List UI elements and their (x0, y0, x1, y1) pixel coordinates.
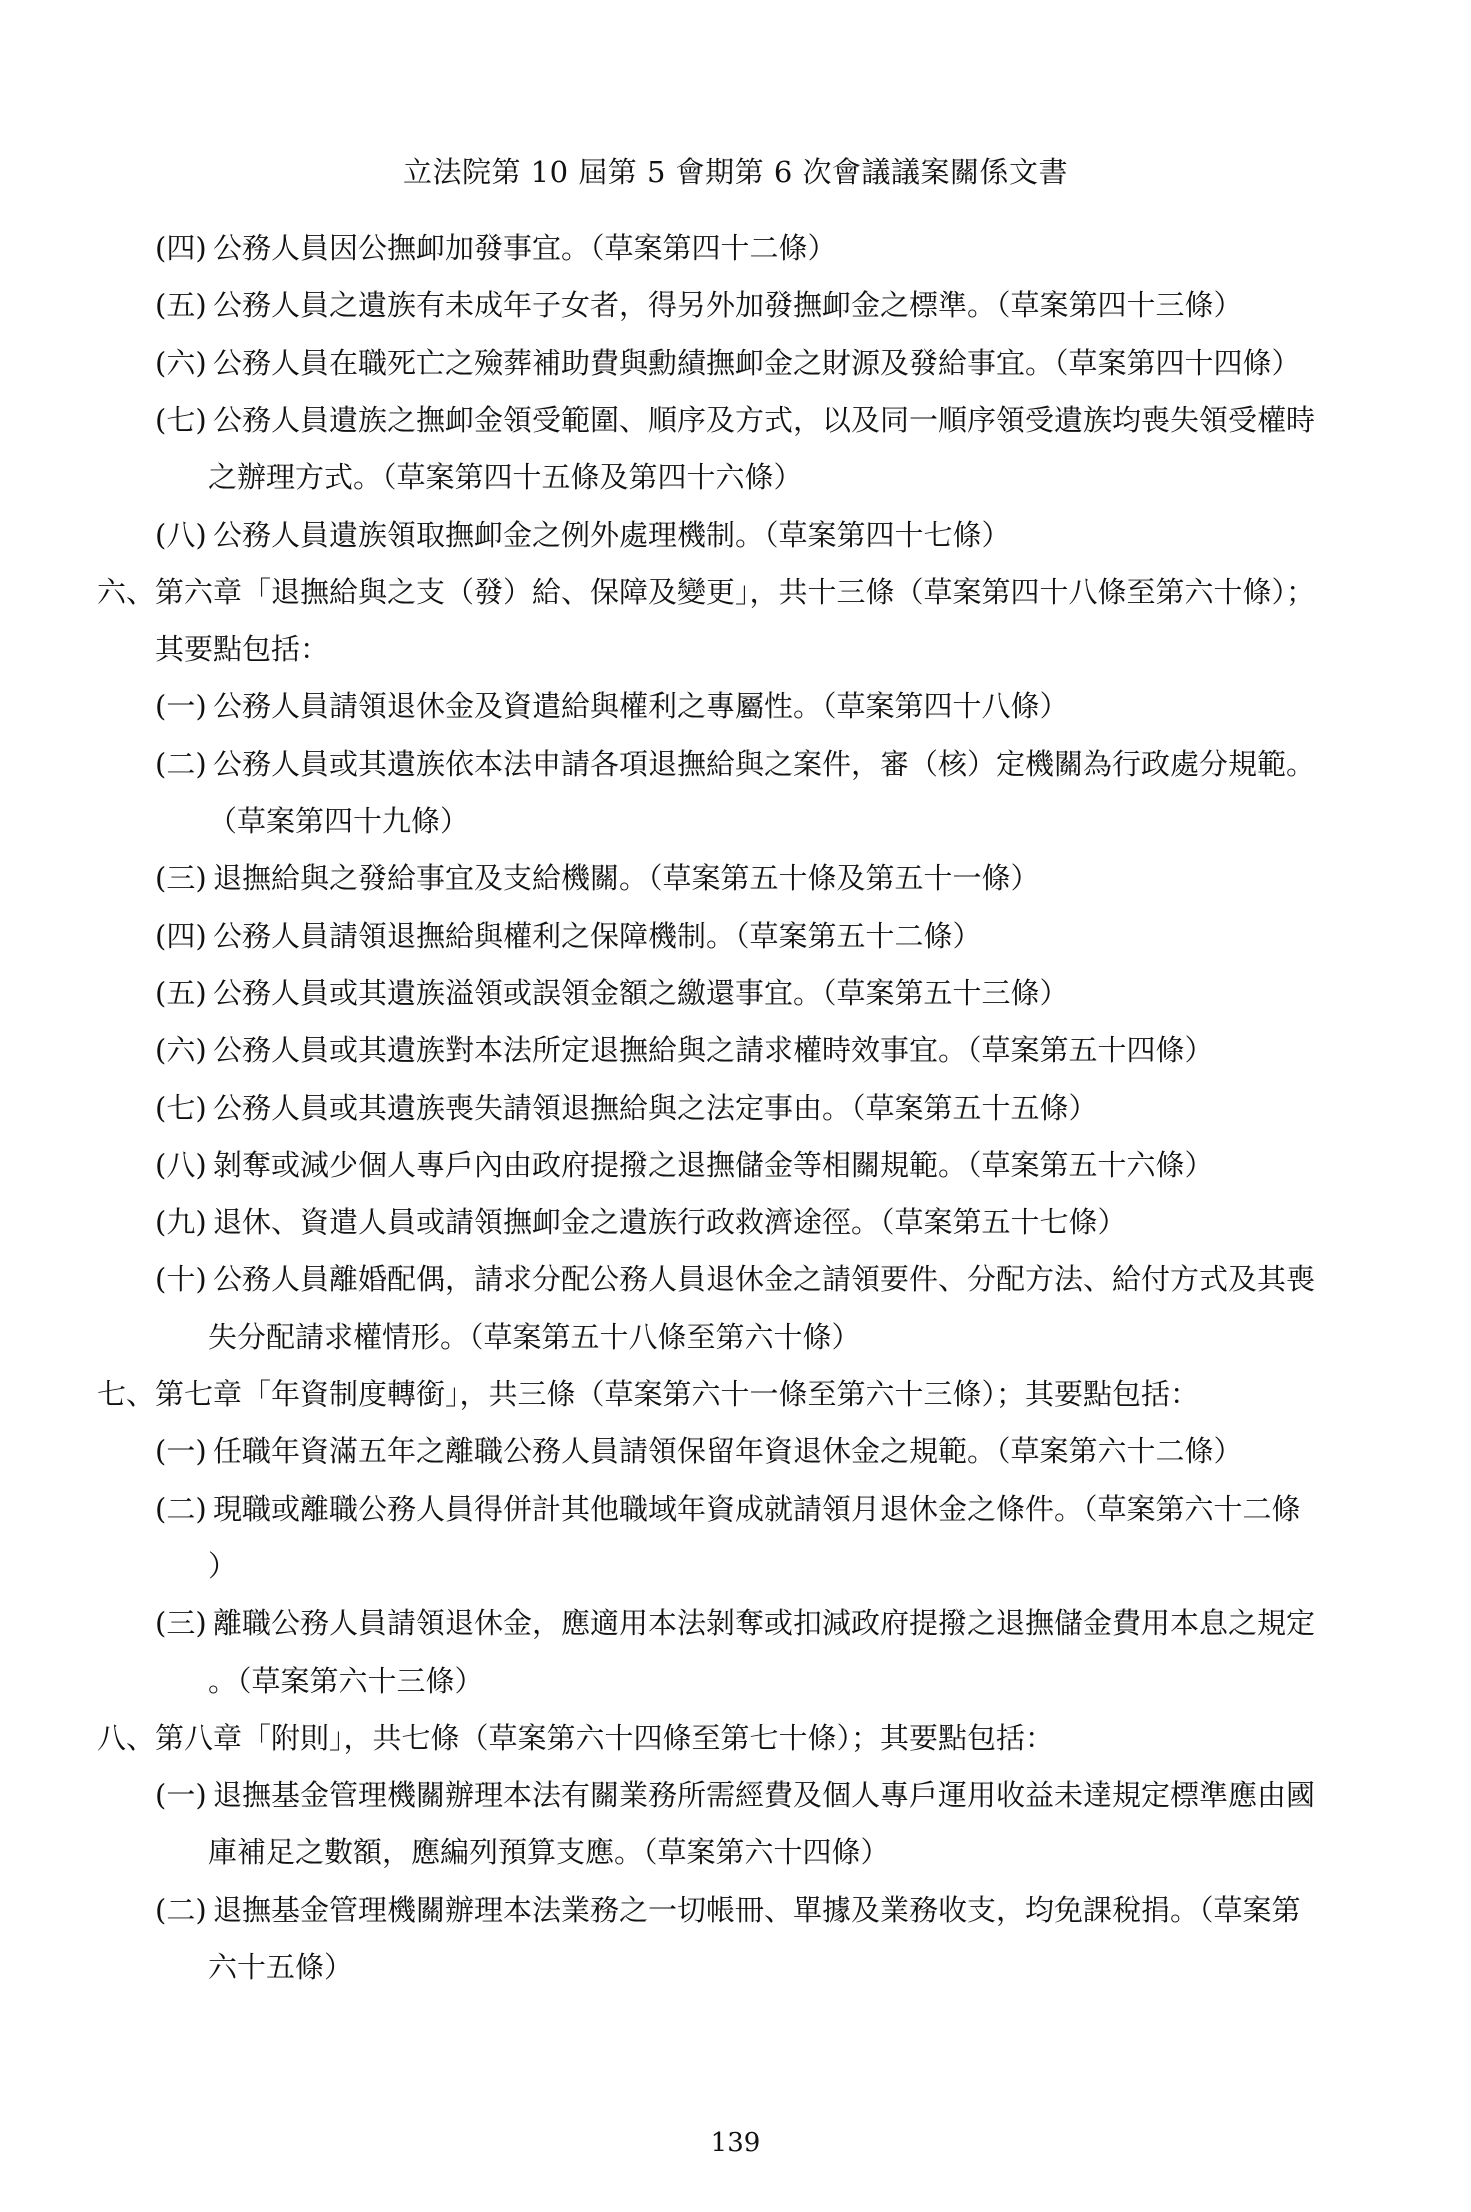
item-line (208, 1546, 237, 1586)
item-line (155, 228, 837, 268)
item-number: (七) (155, 1090, 207, 1125)
item-number: (一) (155, 1778, 207, 1813)
section-number: 七、 (97, 1377, 156, 1411)
item-line (208, 1317, 861, 1357)
item-number: (一) (155, 689, 207, 724)
line-text: 退撫基金管理機關辦理本法有關業務所需經費及個人專戶運用收益未達規定標準應由國 (213, 1778, 1316, 1813)
item-line (155, 400, 1315, 440)
line-text: 退撫給與之發給事宜及支給機關。（草案第五十條及第五十一條） (213, 861, 1040, 896)
item-line (155, 916, 982, 956)
item-line (155, 343, 1301, 383)
item-line (155, 515, 1011, 555)
line-text: 公務人員請領退撫給與權利之保障機制。（草案第五十二條） (213, 918, 982, 953)
line-text: 第七章「年資制度轉銜」，共三條（草案第六十一條至第六十三條）；其要點包括： (155, 1377, 1200, 1411)
item-line (155, 1603, 1315, 1643)
item-number: (八) (155, 517, 207, 552)
item-line (155, 1775, 1315, 1815)
line-text: 公務人員請領退休金及資遣給與權利之專屬性。（草案第四十八條） (213, 689, 1069, 724)
line-text: 其要點包括： (155, 632, 330, 667)
item-line (155, 686, 1069, 726)
item-line (155, 1202, 1127, 1242)
item-number: (二) (155, 1491, 207, 1526)
line-text: 失分配請求權情形。（草案第五十八條至第六十條） (208, 1319, 861, 1354)
line-text: 公務人員之遺族有未成年子女者，得另外加發撫卹金之標準。（草案第四十三條） (213, 288, 1243, 323)
item-line (155, 285, 1243, 325)
section-heading-line (155, 629, 329, 669)
line-text: ） (208, 1548, 238, 1583)
line-text: 公務人員遺族領取撫卹金之例外處理機制。（草案第四十七條） (213, 517, 1011, 552)
item-number: (四) (155, 231, 207, 265)
item-line (208, 1832, 890, 1872)
item-number: (六) (155, 345, 207, 380)
item-number: (一) (155, 1434, 207, 1469)
item-number: (三) (155, 861, 207, 896)
line-text: 公務人員或其遺族溢領或誤領金額之繳還事宜。（草案第五十三條） (213, 975, 1069, 1010)
line-text: 庫補足之數額，應編列預算支應。（草案第六十四條） (208, 1835, 890, 1870)
item-line (155, 744, 1315, 784)
line-text: 公務人員遺族之撫卹金領受範圍、順序及方式，以及同一順序領受遺族均喪失領受權時 (213, 402, 1316, 437)
item-number: (十) (155, 1262, 207, 1297)
item-line (208, 1947, 353, 1987)
section-heading-line (97, 1374, 1199, 1414)
line-text: 公務人員在職死亡之殮葬補助費與勳績撫卹金之財源及發給事宜。（草案第四十四條） (213, 345, 1301, 380)
line-text: 離職公務人員請領退休金，應適用本法剝奪或扣減政府提撥之退撫儲金費用本息之規定 (213, 1606, 1316, 1641)
document-header: 立法院第 10 屆第 5 會期第 6 次會議議案關係文書 (402, 155, 1069, 189)
item-number: (七) (155, 402, 207, 437)
line-text: 六十五條） (208, 1950, 354, 1984)
line-text: 。（草案第六十三條） (208, 1663, 484, 1698)
section-heading-line (97, 572, 1315, 612)
item-line (155, 858, 1040, 898)
item-line (155, 1145, 1214, 1185)
line-text: 退休、資遣人員或請領撫卹金之遺族行政救濟途徑。（草案第五十七條） (213, 1205, 1127, 1240)
line-text: 公務人員或其遺族對本法所定退撫給與之請求權時效事宜。（草案第五十四條） (213, 1033, 1214, 1068)
item-number: (五) (155, 975, 207, 1010)
line-text: 公務人員離婚配偶，請求分配公務人員退休金之請領要件、分配方法、給付方式及其喪 (213, 1262, 1316, 1297)
item-line (208, 801, 469, 841)
line-text: 第八章「附則」，共七條（草案第六十四條至第七十條）；其要點包括： (155, 1720, 1055, 1755)
item-line (155, 973, 1069, 1013)
line-text: 現職或離職公務人員得併計其他職域年資成就請領月退休金之條件。（草案第六十二條 (213, 1491, 1301, 1526)
line-text: 公務人員或其遺族喪失請領退撫給與之法定事由。（草案第五十五條） (213, 1090, 1098, 1125)
item-number: (三) (155, 1606, 207, 1641)
line-text: 任職年資滿五年之離職公務人員請領保留年資退休金之規範。（草案第六十二條） (213, 1434, 1243, 1469)
item-number: (八) (155, 1147, 207, 1182)
line-text: 公務人員或其遺族依本法申請各項退撫給與之案件，審（核）定機關為行政處分規範。 (213, 746, 1316, 781)
line-text: 第六章「退撫給與之支（發）給、保障及變更」，共十三條（草案第四十八條至第六十條）； (155, 574, 1316, 609)
page-number: 139 (710, 2128, 761, 2158)
section-number: 六、 (97, 574, 156, 609)
item-line (208, 457, 803, 497)
item-line (155, 1259, 1315, 1299)
item-number: (二) (155, 1892, 207, 1927)
line-text: 之辦理方式。（草案第四十五條及第四十六條） (208, 460, 803, 495)
line-text: （草案第四十九條） (208, 804, 470, 838)
item-number: (九) (155, 1205, 207, 1240)
item-number: (六) (155, 1033, 207, 1068)
item-line (155, 1030, 1214, 1070)
section-heading-line (97, 1718, 1054, 1758)
line-text: 公務人員因公撫卹加發事宜。（草案第四十二條） (213, 231, 837, 265)
line-text: 退撫基金管理機關辦理本法業務之一切帳冊、單據及業務收支，均免課稅捐。（草案第 (213, 1892, 1301, 1927)
item-line (155, 1489, 1301, 1529)
item-number: (四) (155, 918, 207, 953)
item-line (155, 1890, 1301, 1930)
item-line (208, 1661, 484, 1701)
item-number: (五) (155, 288, 207, 323)
item-line (155, 1088, 1098, 1128)
item-number: (二) (155, 746, 207, 781)
section-number: 八、 (97, 1720, 156, 1755)
line-text: 剝奪或減少個人專戶內由政府提撥之退撫儲金等相關規範。（草案第五十六條） (213, 1147, 1214, 1182)
item-line (155, 1431, 1243, 1471)
